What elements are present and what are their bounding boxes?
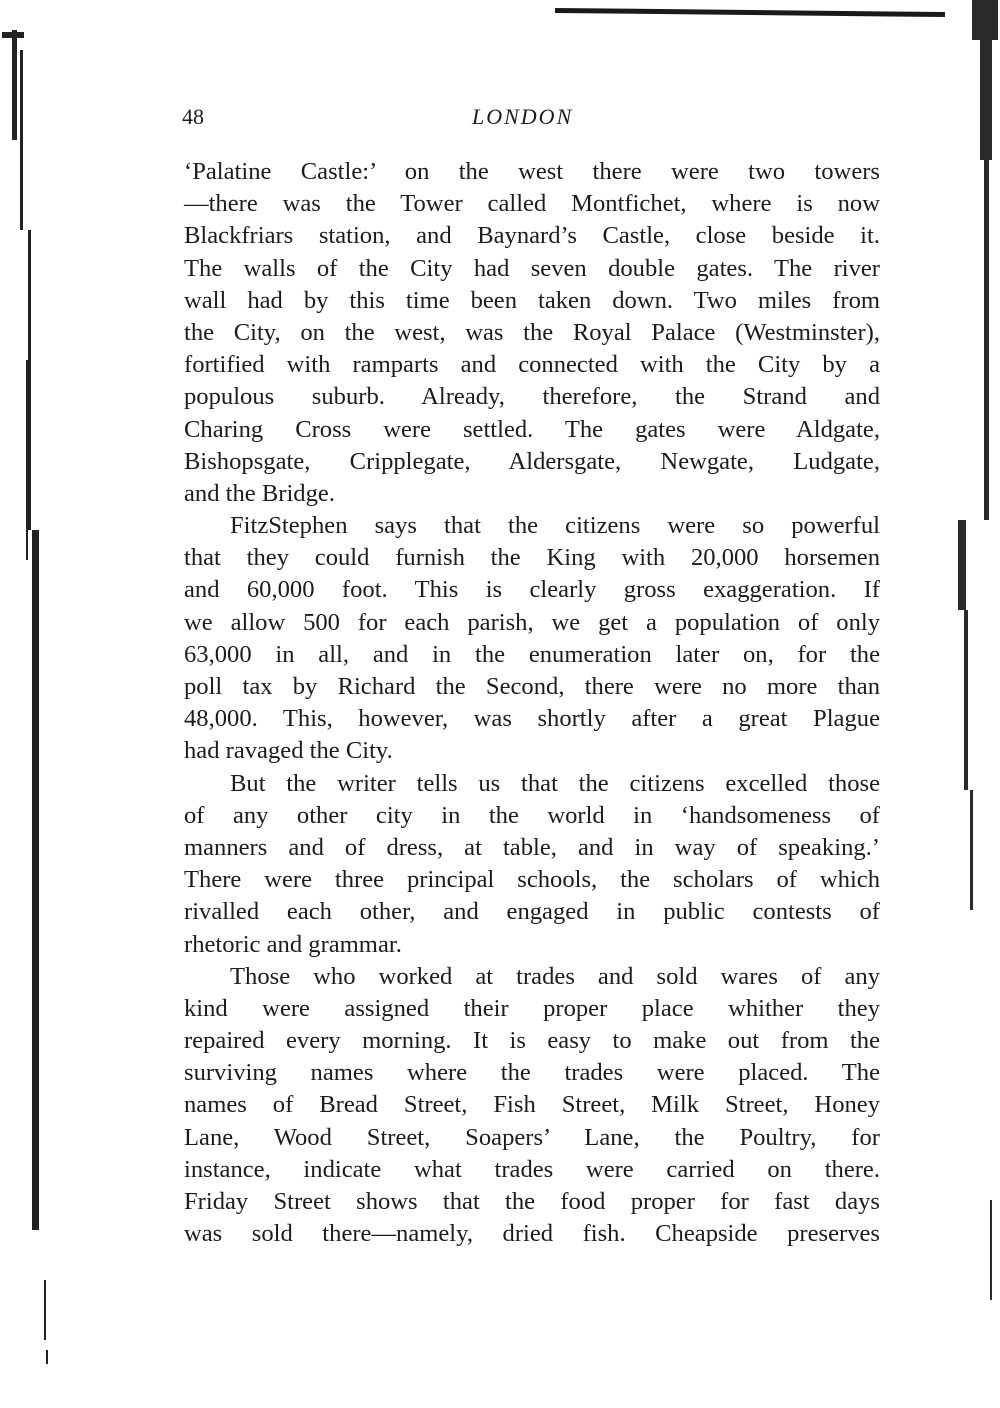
binding-shadow-left [0,30,60,1390]
text-line: Lane, Wood Street, Soapers’ Lane, the Poultry, for [184,1123,880,1151]
text-line: Friday Street shows that the food proper for fast days [184,1188,880,1215]
text-line: wall had by this time been taken down. Two miles from [184,286,880,314]
text-line: fortified with ramparts and connected with the City by a [184,351,880,379]
text-line: poll tax by Richard the Second, there were no more than [184,673,880,700]
page-number: 48 [182,104,204,129]
text-line: 63,000 in all, and in the enumeration later on, for the [184,640,880,668]
text-line: —there was the Tower called Montfichet, where is now [184,190,880,218]
text-line: instance, indicate what trades were carried on there. [184,1155,880,1183]
top-edge-rule [555,8,945,17]
text-line: FitzStephen says that the citizens were so powerful [230,512,880,540]
text-line: There were three principal schools, the scholars of which [184,866,880,894]
text-line: 48,000. This, however, was shortly after a great Plague [184,705,880,733]
text-line: Bishopsgate, Cripplegate, Aldersgate, Newgate, Ludgate, [184,447,880,475]
text-line: we allow 500 for each parish, we get a population of only [184,608,880,636]
text-line: rhetoric and grammar. [184,930,402,958]
text-line: was sold there—namely, dried fish. Cheapside preserves [184,1220,880,1248]
text-line: The walls of the City had seven double gates. The river [184,254,880,282]
text-line: populous suburb. Already, therefore, the Strand and [184,383,880,411]
text-line: kind were assigned their proper place whither they [184,994,880,1022]
text-line: that they could furnish the King with 20,000 horsemen [184,544,880,572]
text-line: repaired every morning. It is easy to make out from the [184,1027,880,1055]
body-text [184,156,880,1250]
text-line: Blackfriars station, and Baynard’s Castle, close beside it. [184,222,880,250]
text-line: and the Bridge. [184,479,335,507]
text-line: of any other city in the world in ‘handsomeness of [184,801,880,829]
text-line: rivalled each other, and engaged in public contests of [184,898,880,926]
running-head: LONDON [472,104,574,129]
page-header [182,104,882,134]
text-line: names of Bread Street, Fish Street, Milk Street, Honey [184,1091,880,1119]
text-line: ‘Palatine Castle:’ on the west there were two towers [184,158,880,185]
text-line: Charing Cross were settled. The gates were Aldgate, [184,415,880,443]
text-line: surviving names where the trades were placed. The [184,1059,880,1087]
text-line: Those who worked at trades and sold wares of any [230,962,880,990]
text-line: and 60,000 foot. This is clearly gross exaggeration. If [184,576,880,604]
edge-shadow-right [950,0,1000,1408]
text-line: manners and of dress, at table, and in way of speaking.’ [184,833,880,861]
text-line: the City, on the west, was the Royal Palace (Westminster), [184,318,880,346]
text-line: had ravaged the City. [184,737,393,765]
text-line: But the writer tells us that the citizens excelled those [230,769,880,797]
